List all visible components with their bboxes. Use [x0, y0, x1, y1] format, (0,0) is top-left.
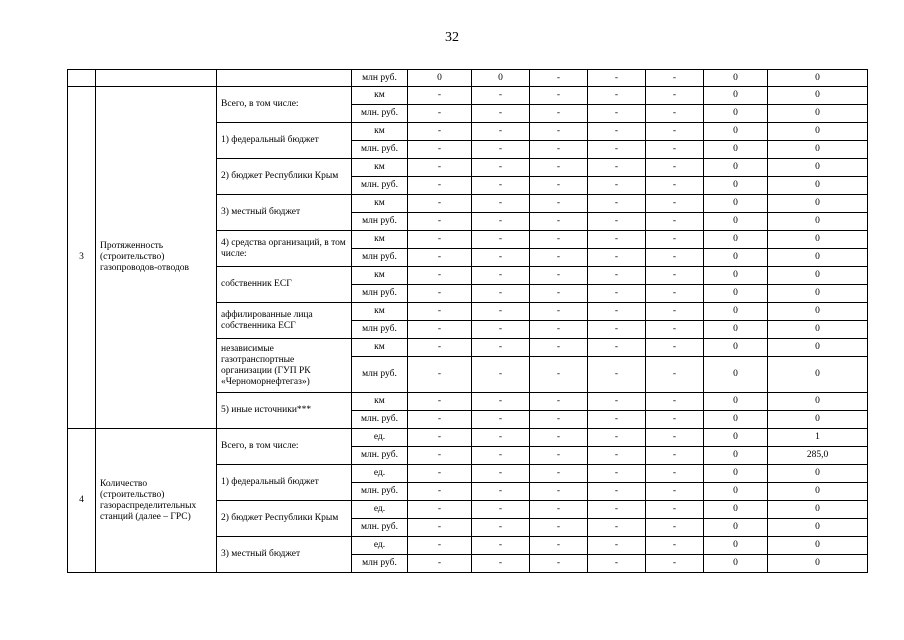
funding-source-cell: 2) бюджет Республики Крым — [217, 501, 352, 537]
value-cell: - — [588, 213, 646, 231]
value-cell: - — [588, 321, 646, 339]
value-cell: - — [408, 393, 472, 411]
value-cell: 0 — [704, 177, 768, 195]
unit-cell: млн руб. — [352, 249, 408, 267]
value-cell: - — [588, 537, 646, 555]
unit-cell: км — [352, 231, 408, 249]
value-cell: - — [646, 177, 704, 195]
value-cell: 0 — [768, 465, 868, 483]
value-cell: 0 — [704, 537, 768, 555]
value-cell: - — [530, 285, 588, 303]
value-cell: - — [588, 123, 646, 141]
value-cell: - — [646, 231, 704, 249]
table-row — [68, 70, 868, 87]
row-number-cell — [68, 70, 96, 87]
value-cell: 0 — [768, 321, 868, 339]
value-cell: - — [472, 339, 530, 357]
unit-cell: млн. руб. — [352, 519, 408, 537]
value-cell: 0 — [704, 267, 768, 285]
value-cell: - — [530, 105, 588, 123]
value-cell: - — [588, 465, 646, 483]
value-cell: - — [530, 231, 588, 249]
value-cell: - — [472, 555, 530, 573]
value-cell: 0 — [704, 519, 768, 537]
indicator-cell — [96, 70, 217, 87]
value-cell: - — [588, 339, 646, 357]
value-cell: 0 — [768, 87, 868, 105]
unit-cell: млн руб. — [352, 357, 408, 393]
value-cell: - — [530, 501, 588, 519]
unit-cell: ед. — [352, 501, 408, 519]
value-cell: - — [472, 465, 530, 483]
value-cell: 0 — [768, 141, 868, 159]
funding-source-cell: 1) федеральный бюджет — [217, 123, 352, 159]
unit-cell: км — [352, 267, 408, 285]
value-cell: - — [588, 231, 646, 249]
value-cell: - — [408, 213, 472, 231]
value-cell: 0 — [704, 87, 768, 105]
value-cell: 0 — [704, 483, 768, 501]
value-cell: - — [472, 303, 530, 321]
table-body — [68, 70, 868, 573]
value-cell: - — [530, 537, 588, 555]
value-cell: - — [472, 429, 530, 447]
value-cell: 1 — [768, 429, 868, 447]
value-cell: - — [588, 429, 646, 447]
value-cell: - — [646, 447, 704, 465]
value-cell: 0 — [768, 411, 868, 429]
value-cell: 0 — [704, 249, 768, 267]
unit-cell: млн руб. — [352, 555, 408, 573]
unit-cell: км — [352, 393, 408, 411]
value-cell: - — [530, 393, 588, 411]
value-cell: 0 — [768, 303, 868, 321]
value-cell: - — [472, 123, 530, 141]
funding-source-cell: 1) федеральный бюджет — [217, 465, 352, 501]
unit-cell: млн руб. — [352, 321, 408, 339]
value-cell: 0 — [704, 105, 768, 123]
value-cell: 0 — [704, 70, 768, 87]
value-cell: - — [530, 555, 588, 573]
value-cell: - — [588, 249, 646, 267]
value-cell: 0 — [768, 555, 868, 573]
value-cell: - — [646, 429, 704, 447]
value-cell: - — [646, 105, 704, 123]
value-cell: - — [472, 177, 530, 195]
value-cell: - — [408, 339, 472, 357]
indicator-cell: Количество (строительство) газораспределительных станций (далее – ГРС) — [96, 429, 217, 573]
funding-source-cell: независимые газотранспортные организации (ГУП РК «Черноморнефтегаз») — [217, 339, 352, 393]
value-cell: - — [408, 321, 472, 339]
value-cell: 0 — [768, 195, 868, 213]
value-cell: - — [408, 555, 472, 573]
funding-source-cell: 3) местный бюджет — [217, 537, 352, 573]
value-cell: - — [530, 213, 588, 231]
value-cell: 285,0 — [768, 447, 868, 465]
value-cell: - — [472, 195, 530, 213]
unit-cell: км — [352, 87, 408, 105]
value-cell: - — [530, 447, 588, 465]
value-cell: 0 — [768, 123, 868, 141]
row-number-cell: 3 — [68, 87, 96, 429]
unit-cell: ед. — [352, 465, 408, 483]
value-cell: - — [646, 537, 704, 555]
value-cell: - — [408, 195, 472, 213]
indicator-cell: Протяженность (строительство) газопроводов-отводов — [96, 87, 217, 429]
value-cell: - — [472, 519, 530, 537]
value-cell: - — [646, 393, 704, 411]
value-cell: - — [646, 483, 704, 501]
value-cell: - — [588, 177, 646, 195]
funding-source-cell: 2) бюджет Республики Крым — [217, 159, 352, 195]
value-cell: 0 — [704, 195, 768, 213]
value-cell: - — [530, 141, 588, 159]
value-cell: - — [588, 555, 646, 573]
unit-cell: млн руб. — [352, 285, 408, 303]
value-cell: - — [472, 267, 530, 285]
value-cell: 0 — [704, 501, 768, 519]
value-cell: 0 — [704, 411, 768, 429]
value-cell: - — [588, 447, 646, 465]
value-cell: 0 — [472, 70, 530, 87]
value-cell: 0 — [704, 555, 768, 573]
value-cell: - — [530, 70, 588, 87]
value-cell: - — [646, 357, 704, 393]
value-cell: 0 — [768, 159, 868, 177]
value-cell: - — [646, 267, 704, 285]
value-cell: - — [408, 177, 472, 195]
value-cell: 0 — [768, 249, 868, 267]
value-cell: - — [646, 339, 704, 357]
value-cell: - — [588, 70, 646, 87]
unit-cell: млн. руб. — [352, 105, 408, 123]
value-cell: - — [588, 303, 646, 321]
value-cell: - — [530, 357, 588, 393]
funding-source-cell: аффилированные лица собственника ЕСГ — [217, 303, 352, 339]
unit-cell: млн руб. — [352, 70, 408, 87]
page-number: 32 — [445, 30, 459, 45]
value-cell: 0 — [768, 357, 868, 393]
value-cell: - — [472, 105, 530, 123]
value-cell: - — [530, 195, 588, 213]
value-cell: 0 — [768, 105, 868, 123]
value-cell: - — [530, 519, 588, 537]
value-cell: 0 — [768, 393, 868, 411]
value-cell: 0 — [704, 141, 768, 159]
value-cell: - — [588, 159, 646, 177]
value-cell: - — [530, 267, 588, 285]
value-cell: - — [530, 177, 588, 195]
value-cell: - — [588, 357, 646, 393]
funding-source-cell: 4) средства организаций, в том числе: — [217, 231, 352, 267]
value-cell: 0 — [704, 213, 768, 231]
value-cell: - — [408, 159, 472, 177]
value-cell: - — [472, 231, 530, 249]
value-cell: - — [530, 411, 588, 429]
value-cell: 0 — [768, 501, 868, 519]
value-cell: - — [530, 249, 588, 267]
value-cell: - — [588, 285, 646, 303]
value-cell: 0 — [768, 213, 868, 231]
funding-source-cell — [217, 70, 352, 87]
value-cell: - — [408, 105, 472, 123]
funding-source-cell: Всего, в том числе: — [217, 429, 352, 465]
value-cell: - — [472, 357, 530, 393]
value-cell: - — [646, 141, 704, 159]
value-cell: - — [408, 285, 472, 303]
unit-cell: ед. — [352, 429, 408, 447]
value-cell: 0 — [768, 483, 868, 501]
value-cell: 0 — [704, 339, 768, 357]
value-cell: - — [408, 447, 472, 465]
value-cell: - — [588, 141, 646, 159]
unit-cell: км — [352, 195, 408, 213]
value-cell: - — [530, 483, 588, 501]
row-number-cell: 4 — [68, 429, 96, 573]
funding-source-cell: 3) местный бюджет — [217, 195, 352, 231]
value-cell: 0 — [768, 70, 868, 87]
value-cell: - — [588, 519, 646, 537]
value-cell: - — [588, 411, 646, 429]
value-cell: - — [530, 159, 588, 177]
unit-cell: млн. руб. — [352, 141, 408, 159]
value-cell: 0 — [408, 70, 472, 87]
unit-cell: млн. руб. — [352, 483, 408, 501]
value-cell: - — [646, 195, 704, 213]
value-cell: - — [408, 429, 472, 447]
value-cell: 0 — [768, 177, 868, 195]
value-cell: - — [408, 123, 472, 141]
value-cell: - — [408, 411, 472, 429]
value-cell: 0 — [704, 393, 768, 411]
value-cell: - — [472, 285, 530, 303]
value-cell: 0 — [704, 123, 768, 141]
value-cell: - — [408, 303, 472, 321]
value-cell: - — [472, 447, 530, 465]
value-cell: - — [408, 249, 472, 267]
value-cell: - — [472, 141, 530, 159]
value-cell: - — [646, 70, 704, 87]
funding-source-cell: 5) иные источники*** — [217, 393, 352, 429]
unit-cell: млн. руб. — [352, 447, 408, 465]
value-cell: - — [408, 141, 472, 159]
value-cell: - — [408, 267, 472, 285]
value-cell: - — [408, 537, 472, 555]
unit-cell: млн. руб. — [352, 411, 408, 429]
funding-source-cell: собственник ЕСГ — [217, 267, 352, 303]
value-cell: - — [472, 321, 530, 339]
value-cell: 0 — [768, 537, 868, 555]
value-cell: - — [646, 555, 704, 573]
value-cell: - — [646, 501, 704, 519]
value-cell: - — [646, 285, 704, 303]
value-cell: - — [588, 195, 646, 213]
value-cell: - — [530, 465, 588, 483]
value-cell: - — [408, 357, 472, 393]
value-cell: 0 — [768, 231, 868, 249]
unit-cell: млн. руб. — [352, 177, 408, 195]
value-cell: - — [588, 501, 646, 519]
value-cell: 0 — [704, 321, 768, 339]
value-cell: - — [646, 87, 704, 105]
value-cell: 0 — [704, 357, 768, 393]
value-cell: - — [530, 321, 588, 339]
funding-table — [67, 69, 868, 573]
value-cell: - — [408, 231, 472, 249]
value-cell: - — [472, 213, 530, 231]
value-cell: - — [408, 519, 472, 537]
value-cell: - — [472, 537, 530, 555]
value-cell: 0 — [768, 519, 868, 537]
unit-cell: ед. — [352, 537, 408, 555]
value-cell: - — [408, 483, 472, 501]
value-cell: - — [588, 87, 646, 105]
value-cell: - — [530, 123, 588, 141]
table-row — [68, 429, 868, 447]
value-cell: - — [588, 267, 646, 285]
value-cell: - — [408, 465, 472, 483]
value-cell: - — [472, 411, 530, 429]
value-cell: - — [646, 411, 704, 429]
value-cell: 0 — [704, 429, 768, 447]
value-cell: 0 — [704, 231, 768, 249]
value-cell: - — [646, 159, 704, 177]
value-cell: - — [472, 393, 530, 411]
value-cell: - — [472, 159, 530, 177]
value-cell: - — [530, 429, 588, 447]
value-cell: - — [646, 321, 704, 339]
value-cell: - — [472, 87, 530, 105]
value-cell: - — [530, 339, 588, 357]
value-cell: - — [530, 87, 588, 105]
table-row — [68, 87, 868, 105]
value-cell: - — [588, 393, 646, 411]
value-cell: - — [472, 249, 530, 267]
value-cell: 0 — [768, 285, 868, 303]
value-cell: - — [408, 501, 472, 519]
value-cell: - — [588, 483, 646, 501]
unit-cell: км — [352, 159, 408, 177]
unit-cell: км — [352, 123, 408, 141]
value-cell: - — [472, 501, 530, 519]
value-cell: - — [530, 303, 588, 321]
value-cell: - — [646, 303, 704, 321]
value-cell: 0 — [704, 159, 768, 177]
value-cell: 0 — [704, 447, 768, 465]
unit-cell: км — [352, 339, 408, 357]
unit-cell: млн руб. — [352, 213, 408, 231]
value-cell: 0 — [768, 339, 868, 357]
value-cell: - — [646, 519, 704, 537]
value-cell: 0 — [768, 267, 868, 285]
value-cell: - — [646, 123, 704, 141]
value-cell: - — [646, 249, 704, 267]
unit-cell: км — [352, 303, 408, 321]
value-cell: 0 — [704, 465, 768, 483]
value-cell: - — [646, 465, 704, 483]
value-cell: 0 — [704, 285, 768, 303]
value-cell: 0 — [704, 303, 768, 321]
value-cell: - — [588, 105, 646, 123]
funding-source-cell: Всего, в том числе: — [217, 87, 352, 123]
value-cell: - — [646, 213, 704, 231]
value-cell: - — [408, 87, 472, 105]
value-cell: - — [472, 483, 530, 501]
